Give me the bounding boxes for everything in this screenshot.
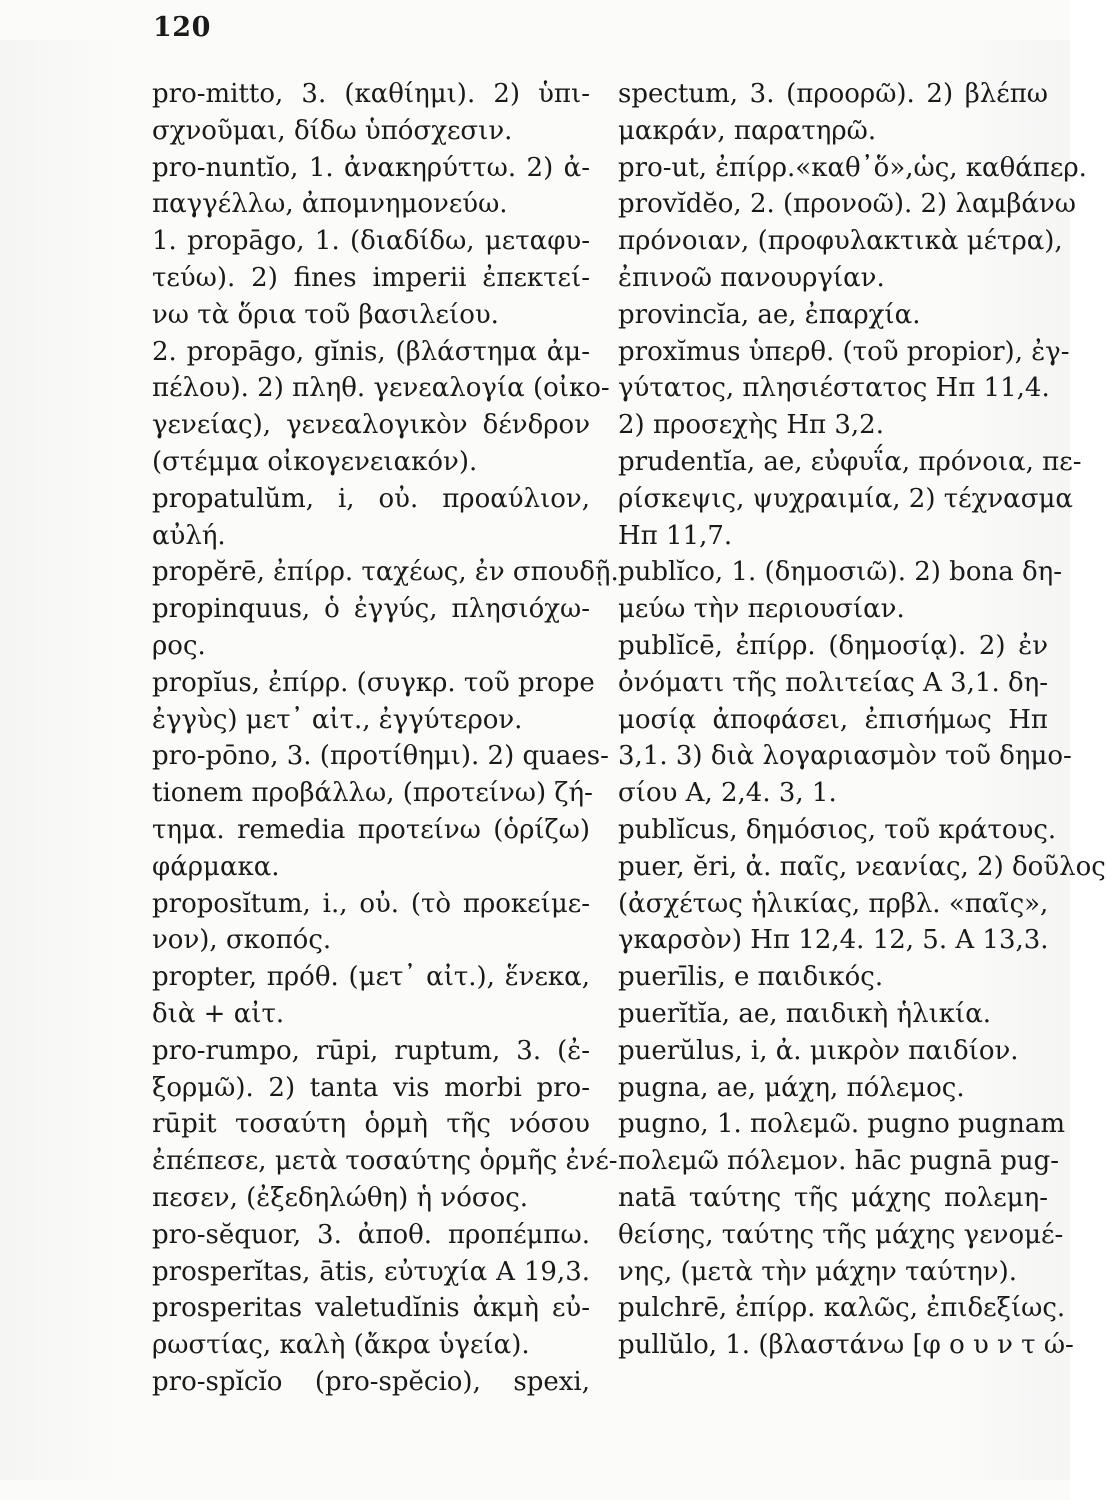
entry-line: Ηπ 11,7. — [618, 520, 733, 551]
page-number: 120 — [153, 12, 211, 43]
entry-line: pro-pōno, 3. (προτίθημι). 2) quaes- — [152, 741, 609, 772]
entry-line: 2. propāgo, gĭnis, (βλάστημα ἀμ- — [152, 336, 590, 367]
entry-line: prosperĭtas, ātis, εὐτυχία Α 19,3. — [152, 1256, 590, 1287]
entry-line: τεύω). 2) fines imperii ἐπεκτεί- — [152, 262, 590, 293]
entry-line: διὰ + αἰτ. — [152, 998, 285, 1029]
entry-line: αὐλή. — [152, 520, 226, 551]
entry-line: 2) προσεχὴς Ηπ 3,2. — [618, 410, 884, 441]
entry-line: propter, πρόθ. (μετ᾽ αἰτ.), ἕνεκα, — [152, 962, 590, 993]
page-shadow-left — [0, 40, 120, 1480]
entry-line: propatulŭm, i, οὐ. προαύλιον, — [152, 483, 590, 514]
entry-line: πέλου). 2) πληθ. γενεαλογία (οἰκο- — [152, 373, 610, 404]
entry-line: φάρμακα. — [152, 851, 280, 882]
entry-line: publĭcē, ἐπίρρ. (δημοσίᾳ). 2) ἐν — [618, 630, 1048, 661]
entry-line: γύτατος, πλησιέστατος Ηπ 11,4. — [618, 373, 1050, 404]
entry-line: provĭdĕo, 2. (προνοῶ). 2) λαμβάνω — [618, 189, 1076, 220]
entry-line: rūpit τοσαύτη ὁρμὴ τῆς νόσου — [152, 1109, 590, 1140]
entry-line: spectum, 3. (προορῶ). 2) βλέπω — [618, 79, 1048, 109]
entry-line: 1. propāgo, 1. (διαδίδω, μεταφυ- — [152, 226, 590, 257]
left-column — [152, 76, 619, 1401]
entry-line: puerīlis, e παιδικός. — [618, 962, 884, 993]
entry-line: νον), σκοπός. — [152, 925, 332, 956]
entry-line: γενείας), γενεαλογικὸν δένδρον — [152, 410, 590, 441]
entry-line: 3,1. 3) διὰ λογαριασμὸν τοῦ δημο- — [618, 741, 1072, 772]
entry-line: propinquus, ὁ ἐγγύς, πλησιόχω- — [152, 594, 590, 625]
entry-line: pulchrē, ἐπίρρ. καλῶς, ἐπιδεξίως. — [618, 1293, 1066, 1324]
entry-line: pugna, ae, μάχη, πόλεμος. — [618, 1072, 965, 1103]
entry-line: prudentĭa, ae, εὐφυΐα, πρόνοια, πε- — [618, 446, 1082, 477]
entry-line: νω τὰ ὅρια τοῦ βασιλείου. — [152, 299, 499, 330]
entry-line: τημα. remedia προτείνω (ὁρίζω) — [152, 814, 590, 845]
entry-line: puerĭtĭa, ae, παιδικὴ ἡλικία. — [618, 998, 992, 1029]
entry-line: propĕrē, ἐπίρρ. ταχέως, ἐν σπουδῇ. — [152, 557, 619, 588]
entry-line: propĭus, ἐπίρρ. (συγκρ. τοῦ prope — [152, 667, 595, 698]
entry-line: publĭco, 1. (δημοσιῶ). 2) bona δη- — [618, 557, 1062, 588]
entry-line: πολεμῶ πόλεμον. hāc pugnā pug- — [618, 1146, 1060, 1177]
entry-line: proxĭmus ὑπερθ. (τοῦ propior), ἐγ- — [618, 336, 1070, 367]
entry-line: μοσίᾳ ἀποφάσει, ἐπισήμως Ηπ — [618, 704, 1048, 735]
entry-line: puer, ĕri, ἀ. παῖς, νεανίας, 2) δοῦλος — [618, 851, 1106, 882]
entry-line: pro-nuntĭo, 1. ἀνακηρύττω. 2) ἀ- — [152, 152, 590, 183]
entry-line: γκαρσὸν) Ηπ 12,4. 12, 5. Α 13,3. — [618, 925, 1049, 956]
entry-line: ὀνόματι τῆς πολιτείας Α 3,1. δη- — [618, 667, 1048, 698]
entry-line: pro-rumpo, rūpi, ruptum, 3. (ἐ- — [152, 1035, 590, 1066]
entry-line: παγγέλλω, ἀπομνημονεύω. — [152, 189, 508, 220]
entry-line: proposĭtum, i., οὐ. (τὸ προκείμε- — [152, 888, 590, 919]
entry-line: tionem προβάλλω, (προτείνω) ζή- — [152, 778, 593, 809]
entry-line: πεσεν, (ἐξεδηλώθη) ἡ νόσος. — [152, 1182, 529, 1213]
entry-line: ἐγγὺς) μετ᾽ αἰτ., ἐγγύτερον. — [152, 704, 523, 735]
right-column — [618, 76, 1106, 1364]
entry-line: σχνοῦμαι, δίδω ὑπόσχεσιν. — [152, 115, 513, 146]
entry-line: pro-mitto, 3. (καθίημι). 2) ὑπι- — [152, 79, 590, 109]
entry-line: μακράν, παρατηρῶ. — [618, 115, 877, 146]
entry-line: pro-sĕquor, 3. ἀποθ. προπέμπω. — [152, 1219, 590, 1250]
entry-line: νης, (μετὰ τὴν μάχην ταύτην). — [618, 1256, 1018, 1287]
entry-line: σίου Α, 2,4. 3, 1. — [618, 778, 837, 809]
entry-line: natā ταύτης τῆς μάχης πολεμη- — [618, 1182, 1048, 1213]
entry-line: ἐπινοῶ πανουργίαν. — [618, 262, 885, 293]
entry-line: provincĭa, ae, ἐπαρχία. — [618, 299, 921, 330]
entry-line: prosperitas valetudĭnis ἀκμὴ εὐ- — [152, 1293, 590, 1324]
entry-line: pro-spĭcĭo (pro-spĕcio), spexi, — [152, 1366, 590, 1397]
entry-line: publĭcus, δημόσιος, τοῦ κράτους. — [618, 814, 1057, 845]
entry-line: puerŭlus, i, ἀ. μικρὸν παιδίον. — [618, 1035, 1019, 1066]
entry-line: (στέμμα οἰκογενειακόν). — [152, 446, 478, 477]
entry-line: ἐπέπεσε, μετὰ τοσαύτης ὁρμῆς ἐνέ- — [152, 1146, 618, 1177]
entry-line: ρωστίας, καλὴ (ἄκρα ὑγεία). — [152, 1330, 530, 1361]
entry-line: pro-ut, ἐπίρρ.«καθ᾽ὅ»,ὡς, καθάπερ. — [618, 152, 1087, 183]
entry-line: ξορμῶ). 2) tanta vis morbi pro- — [152, 1072, 590, 1103]
entry-line: pugno, 1. πολεμῶ. pugno pugnam — [618, 1109, 1065, 1140]
entry-line: μεύω τὴν περιουσίαν. — [618, 594, 905, 625]
entry-line: pullŭlo, 1. (βλαστάνω [φ ο υ ν τ ώ- — [618, 1330, 1074, 1361]
entry-line: ρίσκεψις, ψυχραιμία, 2) τέχνασμα — [618, 483, 1073, 514]
entry-line: ρος. — [152, 630, 206, 661]
entry-line: πρόνοιαν, (προφυλακτικὰ μέτρα), — [618, 226, 1063, 257]
entry-line: (ἀσχέτως ἡλικίας, πρβλ. «παῖς», — [618, 888, 1049, 919]
entry-line: θείσης, ταύτης τῆς μάχης γενομέ- — [618, 1219, 1064, 1250]
